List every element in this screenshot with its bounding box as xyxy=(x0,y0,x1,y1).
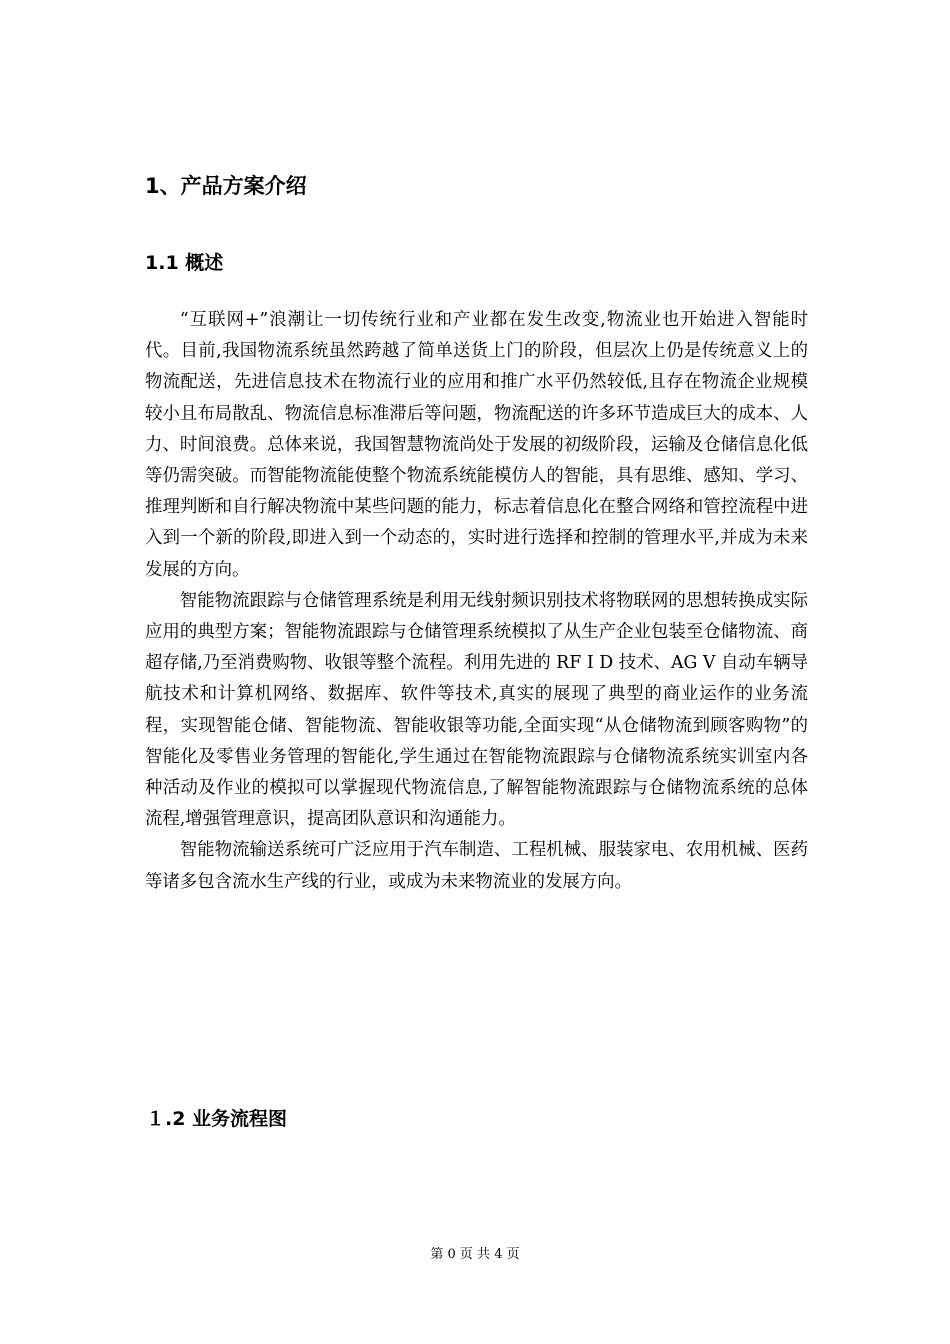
subsection-title-flow: １.2 业务流程图 xyxy=(146,1108,288,1130)
page-footer: 第 0 页 共 4 页 xyxy=(430,1247,520,1262)
section-title: 1、产品方案介绍 xyxy=(145,174,307,198)
paragraph-1: “互联网+”浪潮让一切传统行业和产业都在发生改变,物流业也开始进入智能时代。目前,我国物流系统虽然跨越了简单送货上门的阶段，但层次上仍是传统意义上的物流配送，先进信息技术在物流行业的应用和推广水平仍然较低,且存在物流企业规模较小且布局散乱、物流信息标准滞后等问题，物流配送的许多环节造成巨大的成本、人力、时间浪费。总体来说，我国智慧物流尚处于发展的初级阶段，运输及仓储信息化低等仍需突破。而智能物流能使整个物流系统能模仿人的智能，具有思维、感知、学习、推理判断和自行解决物流中某些问题的能力，标志着信息化在整合网络和管控流程中进入到一个新的阶段,即进入到一个动态的，实时进行选择和控制的管理水平,并成为未来发展的方向。 xyxy=(145,310,808,580)
paragraph-2: 智能物流跟踪与仓储管理系统是利用无线射频识别技术将物联网的思想转换成实际应用的典型方案；智能物流跟踪与仓储管理系统模拟了从生产企业包装至仓储物流、商超存储,乃至消费购物、收银等整个流程。利用先进的 RF I D 技术、AG V 自动车辆导航技术和计算机网络、数据库、软件等技术,真实的展现了典型的商业运作的业务流程，实现智能仓储、智能物流、智能收银等功能,全面实现“从仓储物流到顾客购物”的智能化及零售业务管理的智能化,学生通过在智能物流跟踪与仓储物流系统实训室内各种活动及作业的模拟可以掌握现代物流信息,了解智能物流跟踪与仓储物流系统的总体流程,增强管理意识，提高团队意识和沟通能力。 xyxy=(145,590,808,830)
body-text xyxy=(145,305,808,898)
paragraph-3: 智能物流输送系统可广泛应用于汽车制造、工程机械、服装家电、农用机械、医药等诸多包含流水生产线的行业，或成为未来物流业的发展方向。 xyxy=(145,840,808,892)
subsection-title-overview: 1.1 概述 xyxy=(145,252,224,274)
